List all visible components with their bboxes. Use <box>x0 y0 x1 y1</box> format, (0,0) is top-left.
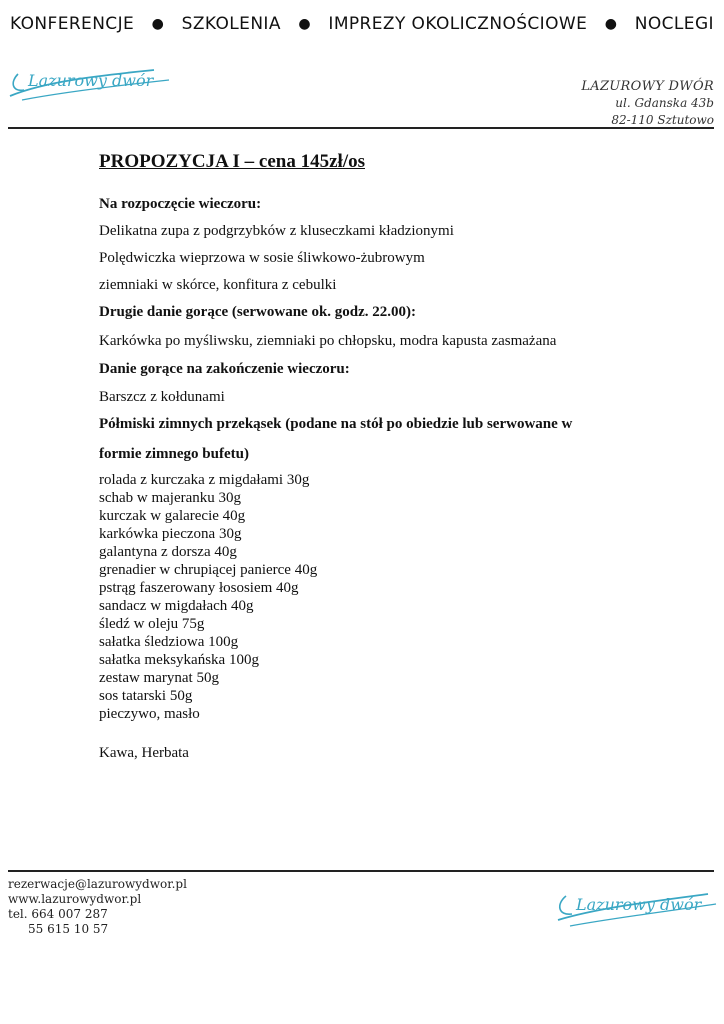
dish-line: Barszcz z kołdunami <box>99 389 225 405</box>
section-heading-cold-platters: Półmiski zimnych przekąsek (podane na stół po obiedzie lub serwowane w <box>99 416 573 432</box>
contact-email[interactable]: rezerwacje@lazurowydwor.pl <box>8 877 187 891</box>
lazurowy-dwor-logo <box>4 52 174 112</box>
dish-line: Polędwiczka wieprzowa w sosie śliwkowo-żubrowym <box>99 250 425 266</box>
contact-phone-2: 55 615 10 57 <box>28 922 109 936</box>
top-navigation-bar <box>10 14 714 34</box>
section-heading-closing: Danie gorące na zakończenie wieczoru: <box>99 361 350 377</box>
address-city: 82-110 Sztutowo <box>611 113 714 127</box>
cold-platters-list <box>99 471 659 723</box>
dish-line: ziemniaki w skórce, konfitura z cebulki <box>99 277 337 293</box>
header-divider <box>8 127 714 129</box>
list-item: sos tatarski 50g <box>99 688 193 704</box>
section-heading-cold-platters-cont: formie zimnego bufetu) <box>99 446 249 462</box>
list-item: sałatka meksykańska 100g <box>99 652 259 668</box>
footer-divider <box>8 870 714 872</box>
dish-line: Delikatna zupa z podgrzybków z kluseczkami kładzionymi <box>99 223 454 239</box>
nav-item-szkolenia: SZKOLENIA <box>181 14 281 34</box>
logo-text: Lazurowy dwór <box>28 71 154 90</box>
list-item: sałatka śledziowa 100g <box>99 634 239 650</box>
list-item: galantyna z dorsza 40g <box>99 544 237 560</box>
list-item: grenadier w chrupiącej panierce 40g <box>99 562 318 578</box>
dish-line: Karkówka po myśliwsku, ziemniaki po chłopsku, modra kapusta zasmażana <box>99 333 557 349</box>
list-item: sandacz w migdałach 40g <box>99 598 254 614</box>
list-item: schab w majeranku 30g <box>99 490 242 506</box>
list-item: rolada z kurczaka z migdałami 30g <box>99 472 310 488</box>
address-name: LAZUROWY DWÓR <box>581 79 714 94</box>
list-item: karkówka pieczona 30g <box>99 526 242 542</box>
nav-item-noclegi: NOCLEGI <box>634 14 714 34</box>
section-heading-second-course: Drugie danie gorące (serwowane ok. godz. 22.00): <box>99 304 417 320</box>
menu-content <box>99 150 659 763</box>
footer-contact-block <box>8 877 187 937</box>
list-item: kurczak w galarecie 40g <box>99 508 246 524</box>
menu-title: PROPOZYCJA I – cena 145zł/os <box>99 151 365 172</box>
contact-phone: tel. 664 007 287 <box>8 907 108 921</box>
nav-item-konferencje: KONFERENCJE <box>10 14 135 34</box>
list-item: pieczywo, masło <box>99 706 200 722</box>
bullet-separator-icon: ● <box>298 16 311 32</box>
section-heading-start: Na rozpoczęcie wieczoru: <box>99 196 262 212</box>
drinks-line: Kawa, Herbata <box>99 745 189 761</box>
list-item: śledź w oleju 75g <box>99 616 205 632</box>
lazurowy-dwor-footer-logo <box>548 874 718 936</box>
list-item: zestaw marynat 50g <box>99 670 219 686</box>
list-item: pstrąg faszerowany łososiem 40g <box>99 580 299 596</box>
bullet-separator-icon: ● <box>604 16 618 32</box>
bullet-separator-icon: ● <box>151 16 165 32</box>
contact-website[interactable]: www.lazurowydwor.pl <box>8 892 142 906</box>
nav-item-imprezy: IMPREZY OKOLICZNOŚCIOWE <box>328 14 588 34</box>
address-street: ul. Gdanska 43b <box>615 96 714 110</box>
address-block <box>581 78 714 129</box>
footer-logo-text: Lazurowy dwór <box>576 895 702 914</box>
